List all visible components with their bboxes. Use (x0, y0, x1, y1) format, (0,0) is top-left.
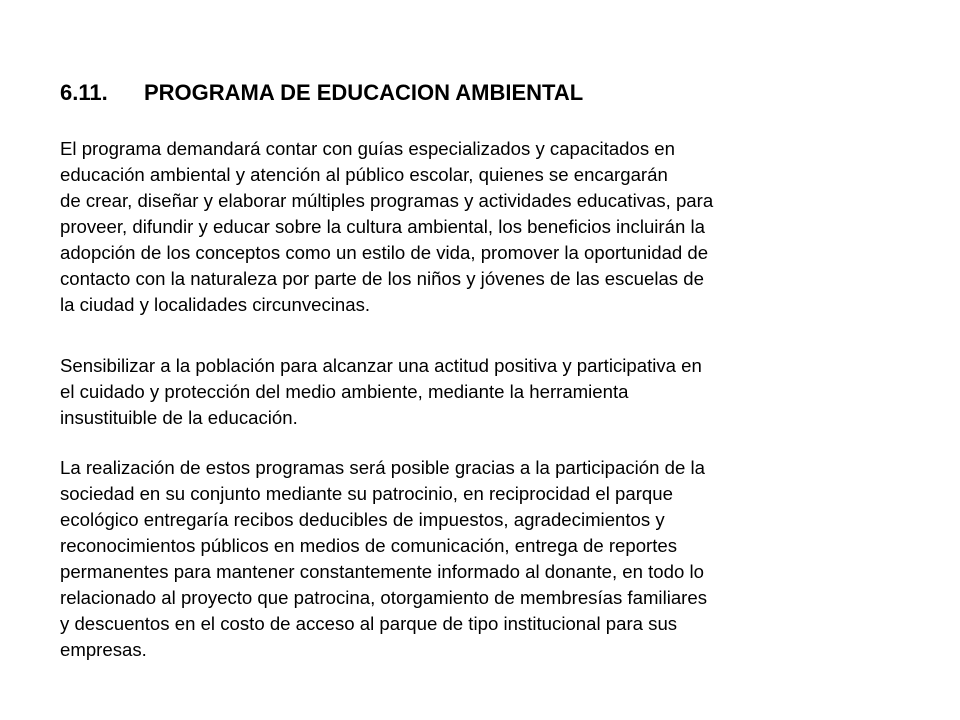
paragraph-line: y descuentos en el costo de acceso al parque de tipo institucional para sus (60, 613, 678, 634)
paragraph-line: insustituible de la educación. (60, 407, 298, 428)
paragraph-3 (60, 455, 910, 663)
paragraph-line: de crear, diseñar y elaborar múltiples programas y actividades educativas, para (60, 190, 714, 211)
paragraph-line: reconocimientos públicos en medios de comunicación, entrega de reportes (60, 535, 678, 556)
section-title: PROGRAMA DE EDUCACION AMBIENTAL (144, 80, 584, 105)
paragraph-2 (60, 353, 910, 431)
paragraph-1 (60, 136, 910, 318)
paragraph-line: el cuidado y protección del medio ambiente, mediante la herramienta (60, 381, 629, 402)
paragraph-line: proveer, difundir y educar sobre la cultura ambiental, los beneficios incluirán la (60, 216, 705, 237)
paragraph-line: contacto con la naturaleza por parte de los niños y jóvenes de las escuelas de (60, 268, 704, 289)
paragraph-line: Sensibilizar a la población para alcanzar una actitud positiva y participativa en (60, 355, 702, 376)
paragraph-line: empresas. (60, 639, 147, 660)
paragraph-line: permanentes para mantener constantemente informado al donante, en todo lo (60, 561, 704, 582)
paragraph-line: la ciudad y localidades circunvecinas. (60, 294, 371, 315)
paragraph-line: ecológico entregaría recibos deducibles de impuestos, agradecimientos y (60, 509, 665, 530)
paragraph-line: El programa demandará contar con guías especializados y capacitados en (60, 138, 675, 159)
paragraph-line: relacionado al proyecto que patrocina, otorgamiento de membresías familiares (60, 587, 707, 608)
section-heading (60, 78, 583, 108)
paragraph-line: educación ambiental y atención al público escolar, quienes se encargarán (60, 164, 668, 185)
paragraph-line: sociedad en su conjunto mediante su patrocinio, en reciprocidad el parque (60, 483, 673, 504)
paragraph-line: adopción de los conceptos como un estilo de vida, promover la oportunidad de (60, 242, 709, 263)
paragraph-line: La realización de estos programas será posible gracias a la participación de la (60, 457, 705, 478)
section-number: 6.11. (60, 80, 108, 105)
